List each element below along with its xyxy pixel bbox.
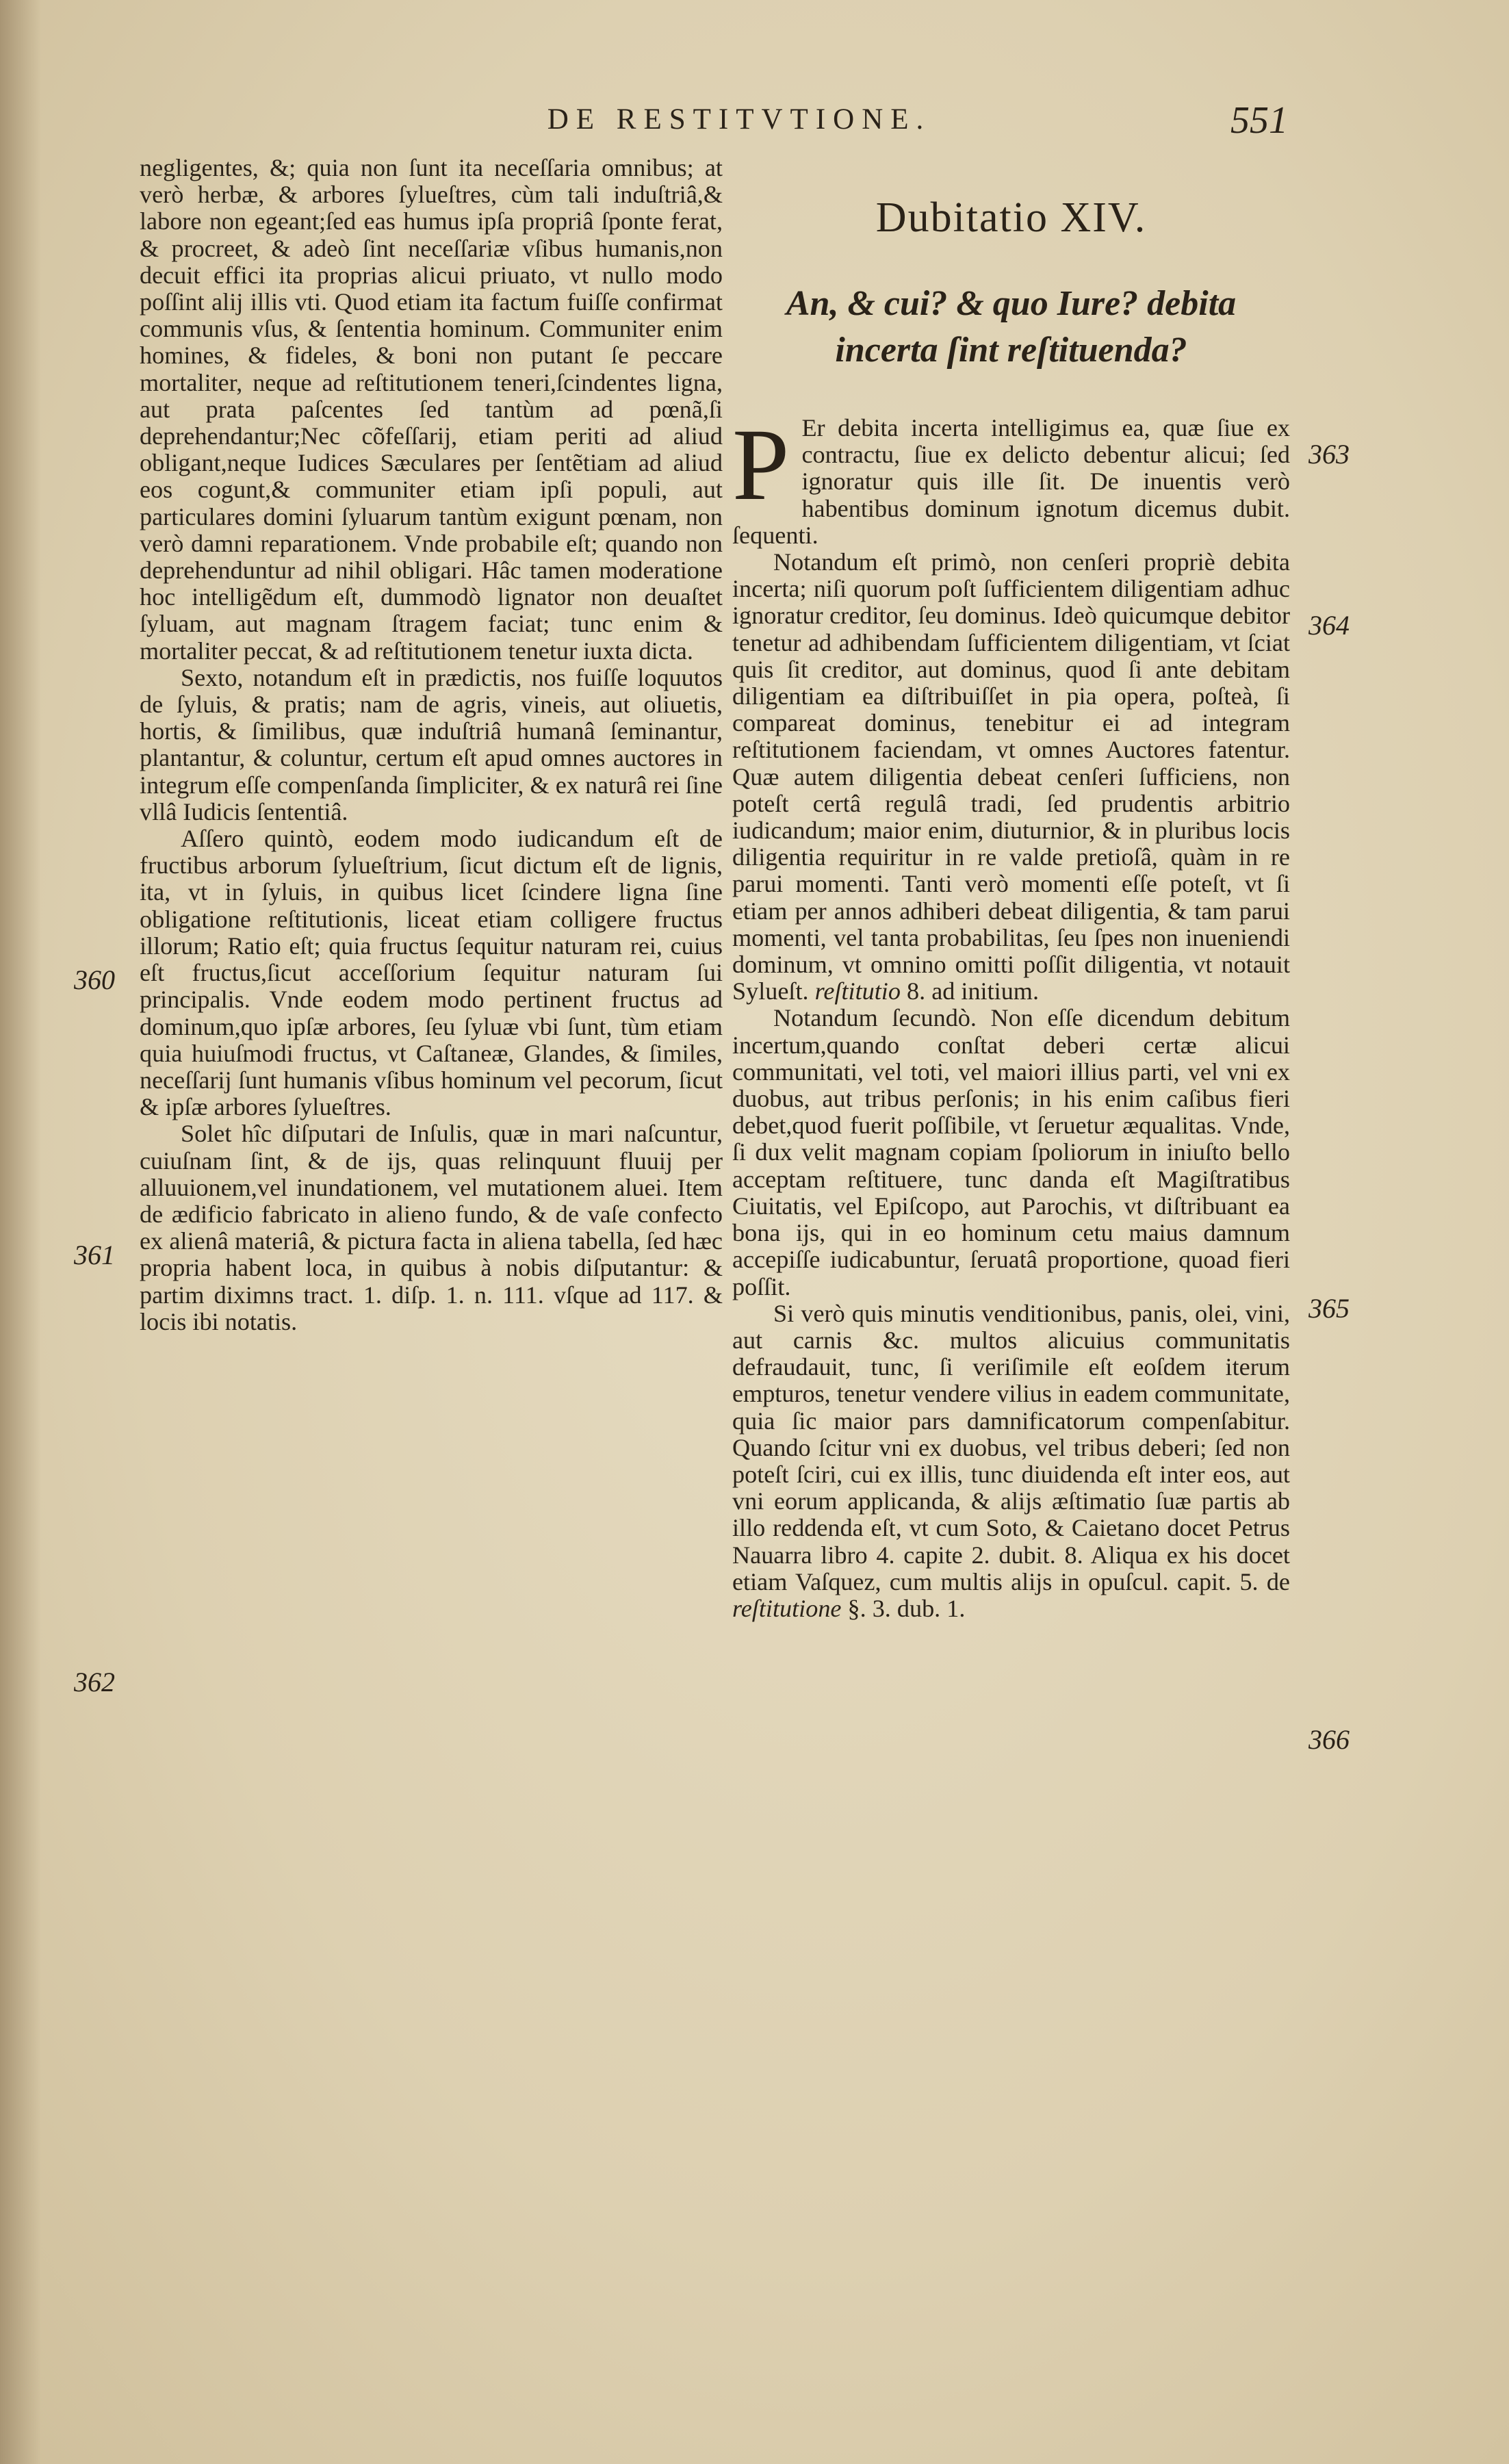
paragraph-364-reference: reſtitutio xyxy=(814,977,901,1005)
left-column xyxy=(140,155,723,1335)
paragraph-364 xyxy=(732,549,1290,1005)
paragraph-364-text: Notandum eſt primò, non cenſeri propriè debita incerta; niſi quorum poſt ſufficientem diligentiam adhuc ignoratur creditor, ſeu dominus. Ideò quicumque debitor tenetur ad adhibendam ſufficientem diligentiam, vt ſciat quis ſit creditor, aut dominus, quod ſi ante debitam diligentiam ea diſtribuiſſet in pia opera, poſteà, ſi compareat dominus, tenebitur ei ad integram reſtitutionem faciendam, vt omnes Auctores fatentur. Quæ autem diligentia debeat cenſeri ſufficiens, non poteſt certâ regulâ tradi, ſed prudentis arbitrio iudicandum; maior enim, diuturnior, & in pluribus locis diligentia requiritur in re valde pretioſâ, quàm in re parui momenti. Tanti verò momenti eſſe poteſt, vt ſi etiam per annos adhiberi debeat diligentia, & tam parui momenti, vel tanta probabilitas, ſeu ſpes non inueniendi dominum, vt omnino omitti poſſit diligentia, vt notauit Sylueſt. xyxy=(732,548,1290,1005)
paragraph-364-end: 8. ad initium. xyxy=(907,977,1040,1005)
paragraph-363 xyxy=(732,408,1290,549)
paragraph-363-text: Er debita incerta intelligimus ea, quæ ſiue ex contractu, ſiue ex delicto debentur alicui; ſed ignoratur quis ille ſit. De inuentis verò habentibus dominum ignotum dicemus dubit. ſequenti. xyxy=(732,414,1290,549)
paragraph-362: Solet hîc diſputari de Inſulis, quæ in mari naſcuntur, cuiuſnam ſint, & de ijs, quas relinquunt fluuij per alluuionem,vel inundationem, vel mutationem aluei. Item de ædificio fabricato in alieno fundo, & de vaſe confecto ex alienâ materiâ, & pictura facta in aliena tabella, ſed hæc propria habent loca, in quibus à nobis diſputantur: & partim diximns tract. 1. diſp. 1. n. 111. vſque ad 117. & locis ibi notatis. xyxy=(140,1120,723,1335)
paragraph-366-reference: reſtitutione xyxy=(732,1594,842,1622)
margin-number-366: 366 xyxy=(1308,1724,1350,1755)
margin-number-361: 361 xyxy=(74,1240,115,1270)
drop-cap: P xyxy=(732,408,790,522)
paragraph-366 xyxy=(732,1300,1290,1622)
section-question: An, & cui? & quo Iure? debita incerta ſint reſtituenda? xyxy=(786,284,1237,370)
paragraph-366-text: Si verò quis minutis venditionibus, panis, olei, vini, aut carnis &c. multos alicuius communitatis defraudauit, tunc, ſi veriſimile eſt eoſdem iterum empturos, tenetur vendere vilius in eadem communitate, quia ſic maior pars damnificatorum compenſabitur. Quando ſcitur vni ex duobus, vel tribus deberi; ſed non poteſt ſciri, cui ex illis, tunc diuidenda eſt inter eos, aut vni eorum applicanda, & alijs æſtimatio ſuæ partis ab illo reddenda eſt, vt cum Soto, & Caietano docet Petrus Nauarra libro 4. capite 2. dubit. 8. Aliqua ex his docet etiam Vaſquez, cum multis alijs in opuſcul. capit. 5. de xyxy=(732,1299,1290,1595)
page-header xyxy=(0,99,1509,151)
paragraph-365: Notandum ſecundò. Non eſſe dicendum debitum incertum,quando conſtat deberi certæ alicui communitati, vel toti, vel maiori illius parti, vel vni ex duobus, aut tribus perſonis; in his enim caſibus fieri debet,quod fuerit poſſibile, vt ſeruetur æqualitas. Vnde, ſi dux velit magnam copiam ſpoliorum in iniuſto bello acceptam reſtituere, tunc danda eſt Magiſtratibus Ciuitatis, vel Epiſcopo, aut Parochis, vt diſtribuant ea bona ijs, qui in eo hominum cetu maius damnum accepiſſe iudicabuntur, ſeruatâ proportione, quoad fieri poſſit. xyxy=(732,1004,1290,1300)
page-number: 551 xyxy=(1230,99,1288,142)
running-head: DE RESTITVTIONE. xyxy=(547,103,931,136)
paragraph-366-end: §. 3. dub. 1. xyxy=(847,1594,966,1622)
margin-number-362: 362 xyxy=(74,1667,115,1697)
margin-number-365: 365 xyxy=(1308,1293,1350,1324)
margin-number-363: 363 xyxy=(1308,439,1350,470)
gutter-shadow xyxy=(0,0,41,2464)
margin-number-360: 360 xyxy=(74,964,115,995)
paragraph-361: Aſſero quintò, eodem modo iudicandum eſt de fructibus arborum ſylueſtrium, ſicut dictum eſt de lignis, ita, vt in ſyluis, in quibus licet ſcindere ligna ſine obligatione reſtitutionis, liceat etiam colligere fructus illorum; Ratio eſt; quia fructus ſequitur naturam rei, cuius eſt fructus,ſicut acceſſorium ſequitur naturam ſui principalis. Vnde eodem modo pertinent fructus ad dominum,quo ipſæ arbores, ſeu ſyluæ vbi ſunt, tùm etiam quia huiuſmodi fructus, vt Caſtaneæ, Glandes, & ſimiles, neceſſarij ſunt humanis vſibus hominum vel pecorum, ſicut & ipſæ arbores ſylueſtres. xyxy=(140,825,723,1121)
paragraph-360: Sexto, notandum eſt in prædictis, nos fuiſſe loquutos de ſyluis, & pratis; nam de agris, vineis, aut oliuetis, hortis, & ſimilibus, quæ induſtriâ humanâ ſeminantur, plantantur, & coluntur, certum eſt apud omnes auctores in integrum eſſe compenſanda ſimpliciter, & ex naturâ rei ſine vllâ Iudicis ſententiâ. xyxy=(140,663,723,825)
margin-number-364: 364 xyxy=(1308,610,1350,641)
section-heading: Dubitatio XIV. xyxy=(875,194,1147,241)
right-column xyxy=(732,155,1290,1622)
paragraph-continuation: negligentes, &; quia non ſunt ita neceſſaria omnibus; at verò herbæ, & arbores ſylueſtres, cùm tali induſtriâ,& labore non egeant;ſed eas humus ipſa propriâ ſponte ferat, & procreet, & adeò ſint neceſſariæ vſibus humanis,non decuit effici ita proprias alicui priuato, vt nullo modo poſſint alij illis vti. Quod etiam ita factum fuiſſe confirmat communis vſus, & ſententia hominum. Communiter enim homines, & fideles, & boni non putant ſe peccare mortaliter, neque ad reſtitutionem teneri,ſcindentes ligna, aut prata paſcentes ſed tantùm ad pœnã,ſi deprehendantur;Nec cõfeſſarij, etiam periti ad aliud obligant,neque Iudices Sæculares per ſentẽtiam ad aliud eos cogunt,& communiter etiam ipſi populi, aut particulares domini ſyluarum tantùm exigunt pœnam, non verò damni reparationem. Vnde probabile eſt; quando non deprehenduntur ad nihil obligari. Hâc tamen moderatione hoc intelligẽdum eſt, dummodò lignator non deuaſtet ſyluam, aut magnam ſtragem faciat; tunc enim & mortaliter peccat, & ad reſtitutionem tenetur iuxta dicta. xyxy=(140,154,723,665)
